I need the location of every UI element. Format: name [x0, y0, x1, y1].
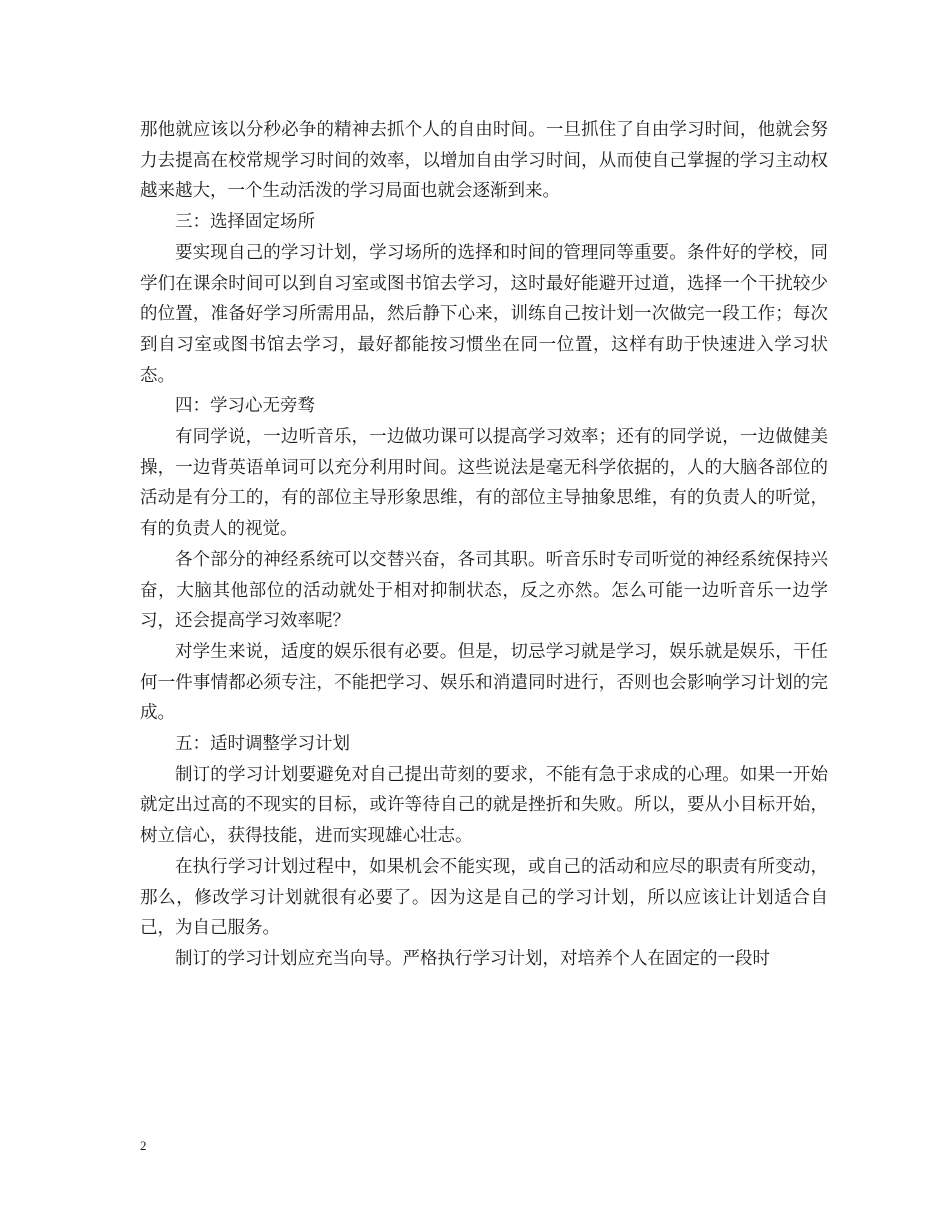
document-body [140, 115, 828, 975]
section-heading-5: 五：适时调整学习计划 [175, 734, 350, 755]
paragraph-continuation: 那他就应该以分秒必争的精神去抓个人的自由时间。一旦抓住了自由学习时间，他就会努力去提高在校常规学习时间的效率，以增加自由学习时间，从而使自己掌握的学习主动权越来越大，一个生动活泼的学习局面也就会逐渐到来。 [140, 120, 828, 202]
section-heading-4: 四：学习心无旁骛 [175, 396, 315, 417]
page-number: 2 [140, 1138, 147, 1153]
section-heading-3: 三：选择固定场所 [175, 212, 315, 233]
paragraph: 对学生来说，适度的娱乐很有必要。但是，切忌学习就是学习，娱乐就是娱乐，干任何一件事情都必须专注，不能把学习、娱乐和消遣同时进行，否则也会影响学习计划的完成。 [140, 641, 828, 724]
paragraph: 制订的学习计划应充当向导。严格执行学习计划，对培养个人在固定的一段时 [175, 948, 770, 969]
paragraph: 制订的学习计划要避免对自己提出苛刻的要求，不能有急于求成的心理。如果一开始就定出过高的不现实的目标，或许等待自己的就是挫折和失败。所以，要从小目标开始，树立信心，获得技能，进而实现雄心壮志。 [140, 764, 828, 847]
paragraph: 有同学说，一边听音乐，一边做功课可以提高学习效率；还有的同学说，一边做健美操，一边背英语单词可以充分利用时间。这些说法是毫无科学依据的，人的大脑各部位的活动是有分工的，有的部位主导形象思维，有的部位主导抽象思维，有的负责人的听觉，有的负责人的视觉。 [140, 427, 828, 540]
paragraph: 在执行学习计划过程中，如果机会不能实现，或自己的活动和应尽的职责有所变动，那么，修改学习计划就很有必要了。因为这是自己的学习计划，所以应该让计划适合自己，为自己服务。 [140, 856, 828, 939]
paragraph: 各个部分的神经系统可以交替兴奋，各司其职。听音乐时专司听觉的神经系统保持兴奋，大脑其他部位的活动就处于相对抑制状态，反之亦然。怎么可能一边听音乐一边学习，还会提高学习效率呢？ [140, 549, 828, 632]
paragraph: 要实现自己的学习计划，学习场所的选择和时间的管理同等重要。条件好的学校，同学们在课余时间可以到自习室或图书馆去学习，这时最好能避开过道，选择一个干扰较少的位置，准备好学习所需用品，然后静下心来，训练自己按计划一次做完一段工作；每次到自习室或图书馆去学习，最好都能按习惯坐在同一位置，这样有助于快速进入学习状态。 [140, 242, 828, 386]
